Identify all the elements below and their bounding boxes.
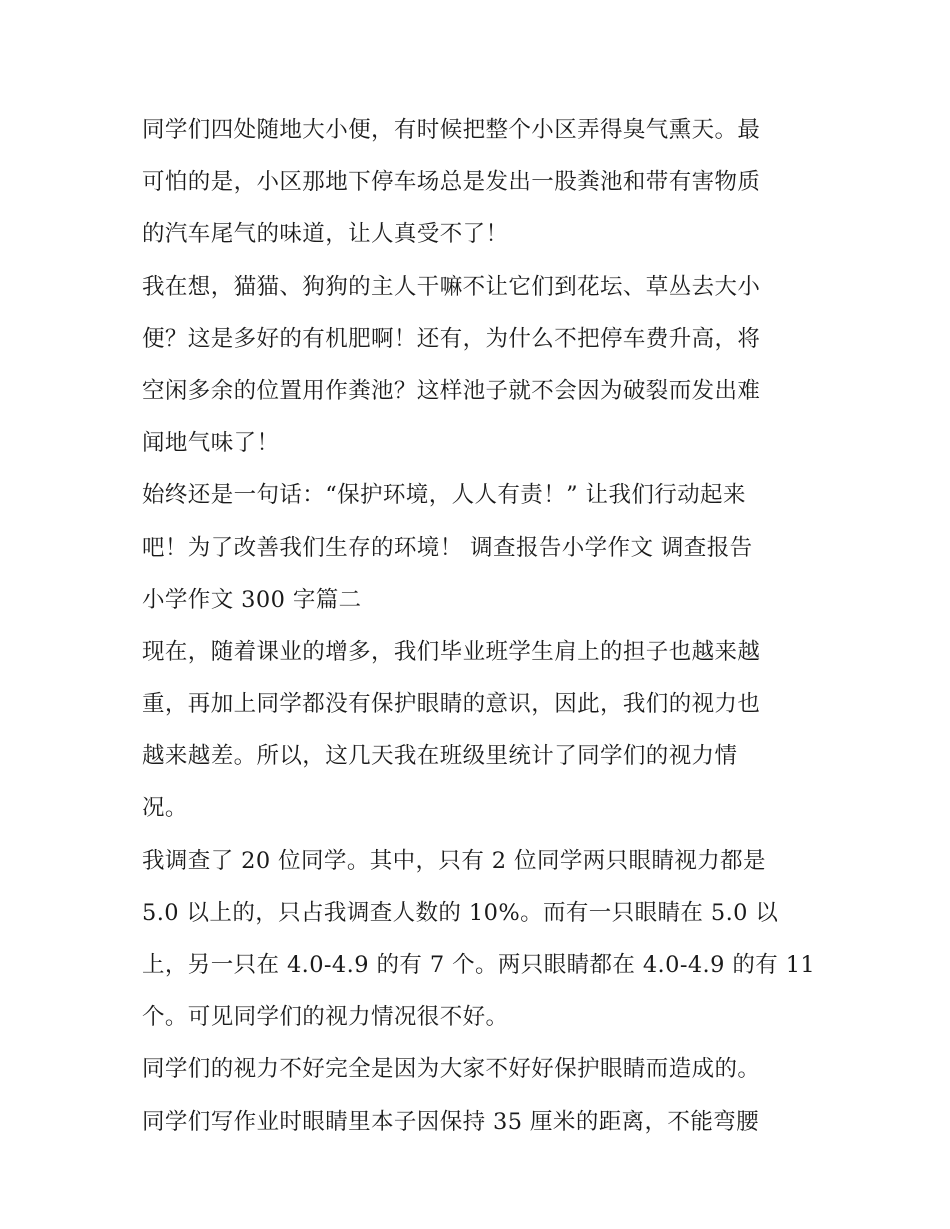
document-body-text [142, 104, 832, 1148]
text-line: 上，另一只在 4.0-4.9 的有 7 个。两只眼睛都在 4.0-4.9 的有 11 [142, 952, 816, 978]
text-line: 我在想，猫猫、狗狗的主人干嘛不让它们到花坛、草丛去大小 [142, 273, 761, 300]
text-line: 可怕的是，小区那地下停车场总是发出一股粪池和带有害物质 [142, 169, 761, 196]
text-line: 的汽车尾气的味道，让人真受不了！ [142, 221, 509, 248]
text-line: 重，再加上同学都没有保护眼睛的意识，因此，我们的视力也 [142, 691, 761, 718]
text-line: 便？这是多好的有机肥啊！还有，为什么不把停车费升高，将 [142, 325, 761, 352]
text-line: 同学们四处随地大小便，有时候把整个小区弄得臭气熏天。最 [142, 117, 761, 143]
text-line: 我调查了 20 位同学。其中，只有 2 位同学两只眼睛视力都是 [142, 847, 766, 874]
text-line: 小学作文 300 字篇二 [142, 586, 362, 613]
text-line: 同学们写作业时眼睛里本子因保持 35 厘米的距离，不能弯腰 [142, 1108, 760, 1135]
text-line: 况。 [142, 795, 188, 822]
text-line: 个。可见同学们的视力情况很不好。 [142, 1004, 509, 1031]
text-line: 空闲多余的位置用作粪池？这样池子就不会因为破裂而发出难 [142, 377, 761, 404]
text-line: 5.0 以上的，只占我调查人数的 10%。而有一只眼睛在 5.0 以 [142, 899, 779, 926]
text-line: 越来越差。所以，这几天我在班级里统计了同学们的视力情 [142, 743, 738, 770]
text-line: 吧！为了改善我们生存的环境！ 调查报告小学作文 调查报告 [142, 534, 753, 561]
text-line: 现在，随着课业的增多，我们毕业班学生肩上的担子也越来越 [142, 638, 761, 665]
text-line: 闻地气味了！ [142, 430, 280, 457]
text-line: 同学们的视力不好完全是因为大家不好好保护眼睛而造成的。 [142, 1056, 761, 1083]
text-line: 始终还是一句话：“保护环境，人人有责！” 让我们行动起来 [142, 482, 746, 509]
